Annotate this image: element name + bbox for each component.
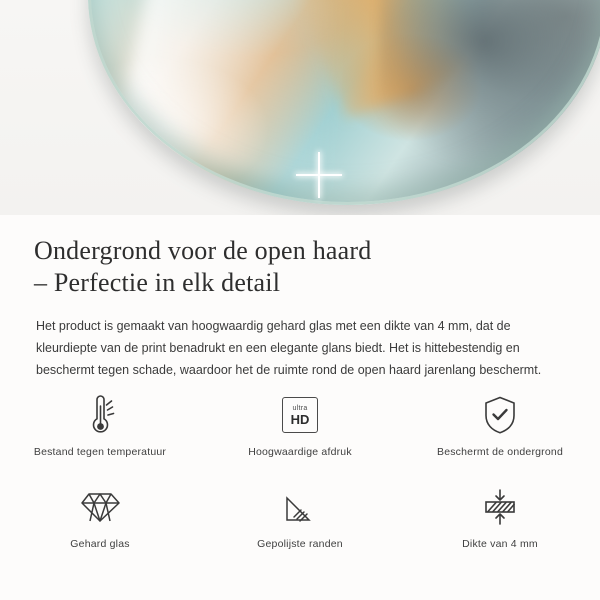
thickness-arrows-icon (478, 484, 522, 530)
feature-item-temperature (0, 392, 200, 458)
page-title (34, 235, 566, 299)
feature-label: Beschermt de ondergrond (436, 446, 563, 458)
feature-grid (0, 392, 600, 550)
feature-item-tempered-glass (0, 484, 200, 550)
shield-check-icon (481, 392, 519, 438)
feature-item-surface-protection (400, 392, 600, 458)
feature-item-thickness (400, 484, 600, 550)
feature-row-top (0, 392, 600, 458)
thermometer-icon (80, 392, 120, 438)
ultra-hd-badge-top: ultra (292, 404, 308, 412)
feature-label: Hoogwaardige afdruk (248, 446, 352, 458)
glass-disc-image (88, 0, 600, 205)
page-title-line-1: Ondergrond voor de open haard (34, 236, 372, 265)
hero-image (0, 0, 600, 215)
feature-label: Bestand tegen temperatuur (33, 446, 167, 458)
feature-label: Gepolijste randen (257, 538, 343, 550)
polished-edges-icon (281, 484, 319, 530)
feature-label: Gehard glas (70, 538, 130, 550)
ultra-hd-badge-bottom: HD (290, 411, 310, 427)
feature-label: Dikte van 4 mm (462, 538, 538, 550)
diamond-icon (79, 484, 121, 530)
description-paragraph: Het product is gemaakt van hoogwaardig gehard glas met een dikte van 4 mm, dat de kleurdiepte van de print benadrukt en een elegante glans biedt. Het is hittebestendig en beschermt tegen schade, waardoor het de ruimte rond de open haard jarenlang beschermt. (36, 319, 542, 377)
feature-item-polished-edges (200, 484, 400, 550)
glass-edge-rim (88, 0, 600, 205)
feature-row-bottom (0, 484, 600, 550)
ultra-hd-icon (282, 392, 318, 438)
page-title-line-2: – Perfectie in elk detail (34, 268, 281, 297)
text-content (0, 215, 600, 381)
feature-item-print-quality (200, 392, 400, 458)
